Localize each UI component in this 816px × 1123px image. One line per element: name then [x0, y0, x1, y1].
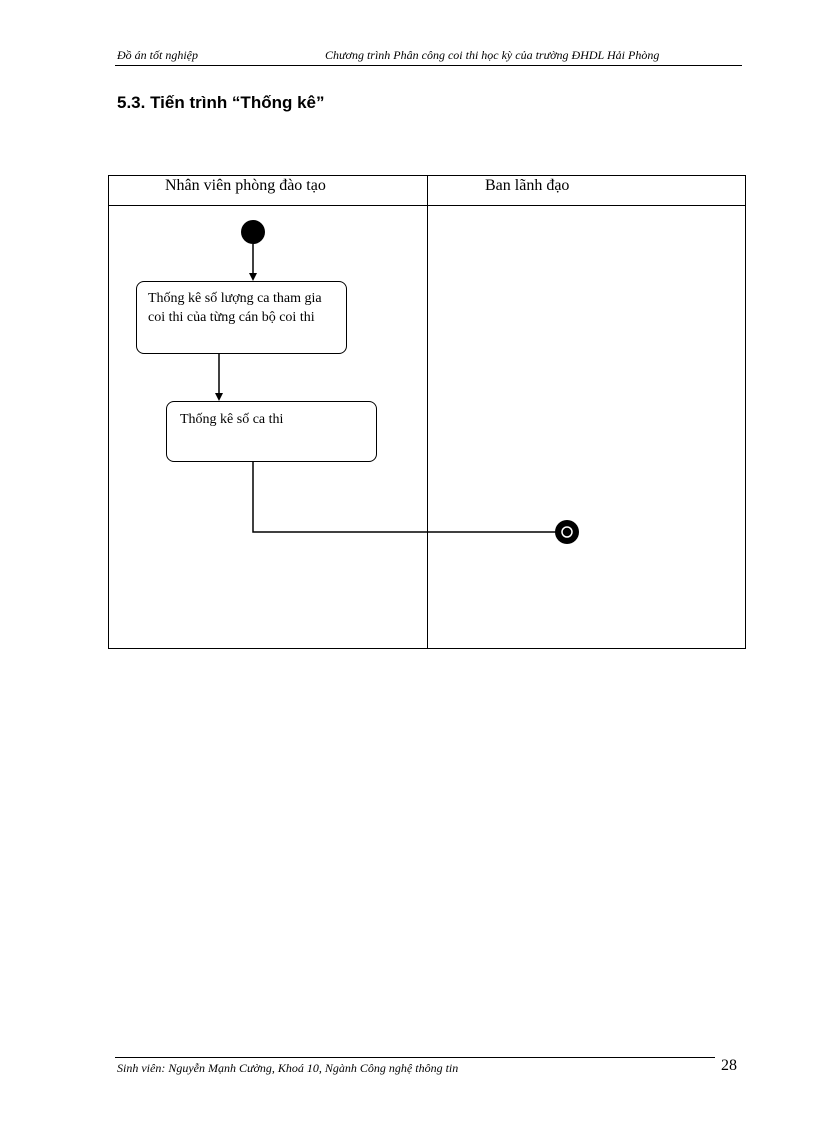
lane-header-training-staff: Nhân viên phòng đào tạo	[165, 177, 326, 194]
running-header-right: Chương trình Phân công coi thi học kỳ của trường ĐHDL Hải Phòng	[325, 48, 660, 62]
activity-count-sessions-per-staff	[136, 281, 347, 354]
running-header-left: Đồ án tốt nghiệp	[117, 48, 198, 62]
footer-student-info: Sinh viên: Nguyễn Mạnh Cường, Khoá 10, Ngành Công nghệ thông tin	[117, 1061, 459, 1075]
page-number: 28	[721, 1057, 737, 1074]
final-node	[555, 520, 579, 544]
activity-count-exam-sessions	[166, 401, 377, 462]
flow-activity-2-to-final	[253, 460, 556, 532]
initial-node	[241, 220, 265, 244]
section-title: 5.3. Tiến trình “Thống kê”	[117, 93, 325, 112]
activity-label: Thống kê số ca thi	[180, 412, 284, 427]
arrowhead-2	[215, 393, 223, 401]
footer-rule	[115, 1057, 715, 1058]
activity-label: Thống kê số lượng ca tham gia coi thi của từng cán bộ coi thi	[148, 291, 322, 325]
arrowhead-1	[249, 273, 257, 281]
lane-header-management: Ban lãnh đạo	[485, 177, 570, 194]
